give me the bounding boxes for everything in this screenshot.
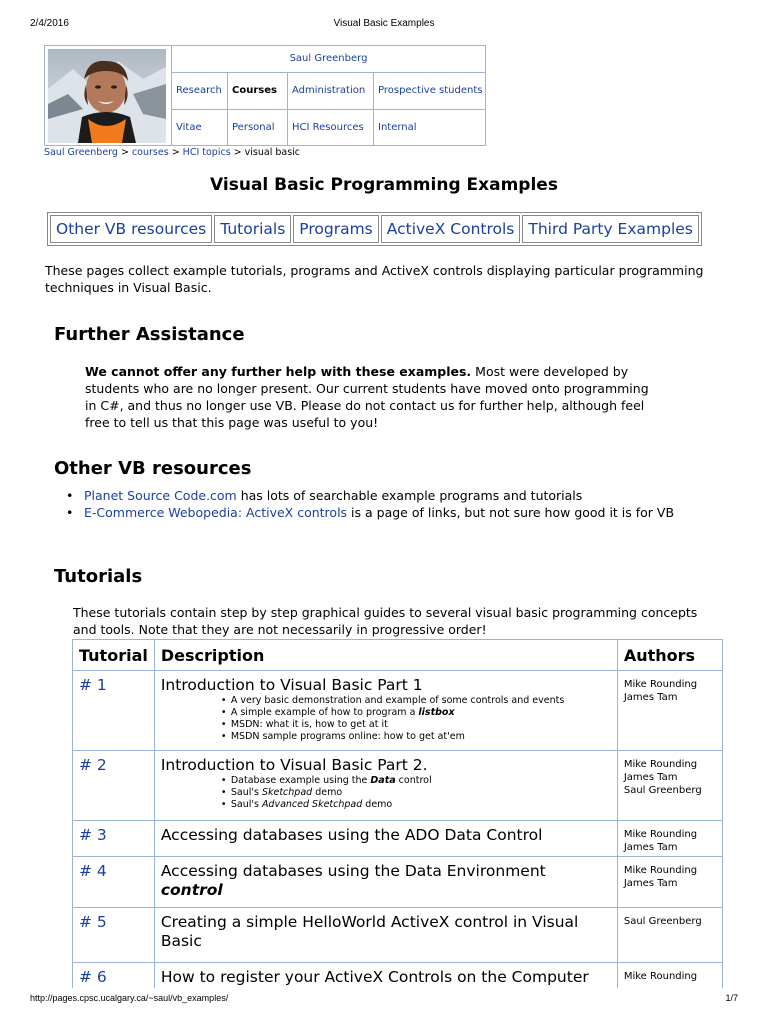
bullet-item: • MSDN: what it is, how to get at it (221, 719, 611, 731)
breadcrumb-separator: > (117, 147, 132, 158)
table-row (73, 908, 723, 963)
tutorial-title: Introduction to Visual Basic Part 2. (160, 756, 428, 774)
tutorial-bullets (161, 775, 611, 811)
vb-resources-heading: Other VB resources (54, 458, 252, 479)
author: Mike Rounding (623, 865, 698, 876)
tutorial-title: Accessing databases using the ADO Data Control (160, 826, 543, 844)
breadcrumb-separator: > (230, 147, 245, 158)
bullet-italic: Sketchpad (261, 787, 313, 798)
author: Saul Greenberg (623, 785, 702, 796)
assistance-rest: Most were developed by students who are no longer present. Our current students have moved onto programming in C#, and thus no longer use VB. Please do not contact us for further help, although feel free to tell us that this page was useful to you! (85, 364, 649, 430)
breadcrumb-courses[interactable]: courses (131, 147, 169, 158)
tutorials-table (72, 639, 723, 988)
tutorial-bullets (161, 695, 611, 743)
bullet-item (221, 707, 611, 719)
bullet-text: Saul's (230, 787, 262, 798)
bullet-item (221, 799, 611, 811)
tutorial-title: Accessing databases using the Data Environment (160, 862, 546, 880)
print-date: 2/4/2016 (30, 18, 69, 29)
print-doc-title: Visual Basic Examples (333, 18, 435, 29)
nav-courses[interactable]: Courses (227, 72, 287, 109)
planet-source-code-link[interactable]: Planet Source Code.com (84, 488, 237, 503)
tutorial-link-2[interactable]: # 2 (79, 756, 107, 774)
tutorial-link-4[interactable]: # 4 (79, 862, 107, 880)
list-item-text: has lots of searchable example programs and tutorials (236, 488, 583, 503)
nav-administration[interactable]: Administration (287, 72, 373, 109)
print-footer (30, 993, 738, 1007)
tutorial-link-3[interactable]: # 3 (79, 826, 107, 844)
tab-other-vb-resources[interactable]: Other VB resources (50, 215, 212, 243)
tab-third-party-examples[interactable]: Third Party Examples (522, 215, 698, 243)
col-tutorial: Tutorial (73, 640, 155, 671)
nav-research[interactable]: Research (171, 72, 227, 109)
bullet-item: • MSDN sample programs online: how to get at'em (221, 731, 611, 743)
tutorials-heading: Tutorials (54, 566, 143, 587)
bullet-tail: demo (362, 799, 393, 810)
tutorial-title: Introduction to Visual Basic Part 1 (160, 676, 423, 694)
print-page-number: 1/7 (725, 993, 738, 1003)
table-row (73, 821, 723, 857)
author: James Tam (623, 842, 678, 853)
list-item-text: is a page of links, but not sure how good it is for VB (347, 505, 675, 520)
col-authors: Authors (617, 640, 722, 671)
author: James Tam (623, 878, 678, 889)
tutorial-title-emphasis: control (160, 881, 223, 899)
tab-tutorials[interactable]: Tutorials (214, 215, 291, 243)
table-row (73, 963, 723, 989)
tab-activex-controls[interactable]: ActiveX Controls (381, 215, 521, 243)
nav-prospective-students[interactable]: Prospective students (373, 72, 485, 109)
bullet-text: Database example using the (230, 775, 371, 786)
bullet-item (221, 787, 611, 799)
nav-hci-resources[interactable]: HCI Resources (287, 109, 373, 146)
breadcrumb-current: visual basic (244, 147, 301, 158)
tutorial-title: How to register your ActiveX Controls on the Computer (160, 968, 589, 986)
webopedia-activex-link[interactable]: E-Commerce Webopedia: ActiveX controls (84, 505, 348, 520)
page-title: Visual Basic Programming Examples (210, 175, 558, 195)
tutorial-link-5[interactable]: # 5 (79, 913, 107, 931)
author: Mike Rounding (623, 679, 698, 690)
table-row (73, 671, 723, 751)
bullet-emphasis: Data (370, 775, 396, 786)
author: James Tam (623, 772, 678, 783)
table-row (73, 857, 723, 908)
breadcrumb-saul-greenberg[interactable]: Saul Greenberg (44, 147, 118, 158)
tutorial-title: Creating a simple HelloWorld ActiveX control in Visual Basic (160, 913, 579, 950)
tab-programs[interactable]: Programs (293, 215, 378, 243)
nav-internal[interactable]: Internal (373, 109, 485, 146)
table-row (73, 751, 723, 821)
intro-text: These pages collect example tutorials, programs and ActiveX controls displaying particular programming techniques in Visual Basic. (45, 263, 704, 295)
breadcrumb-separator: > (168, 147, 183, 158)
nav-vitae[interactable]: Vitae (171, 109, 227, 146)
bullet-emphasis: listbox (418, 707, 455, 718)
bullet-text: Saul's (230, 799, 262, 810)
col-description: Description (154, 640, 617, 671)
bullet-item (221, 775, 611, 787)
bullet-text: A simple example of how to program a (230, 707, 419, 718)
author: James Tam (623, 692, 678, 703)
tutorial-link-6[interactable]: # 6 (79, 968, 107, 986)
breadcrumb-hci-topics[interactable]: HCI topics (182, 147, 231, 158)
author: Mike Rounding (623, 971, 698, 982)
table-header-row (73, 640, 723, 671)
tutorial-link-1[interactable]: # 1 (79, 676, 107, 694)
author: Saul Greenberg (623, 916, 702, 927)
bullet-tail: demo (312, 787, 343, 798)
author: Mike Rounding (623, 829, 698, 840)
bullet-tail: control (395, 775, 432, 786)
nav-personal[interactable]: Personal (227, 109, 287, 146)
bullet-italic: Advanced Sketchpad (261, 799, 363, 810)
bullet-item: • A very basic demonstration and example of some controls and events (221, 695, 611, 707)
print-url: http://pages.cpsc.ucalgary.ca/~saul/vb_examples/ (30, 993, 229, 1003)
further-assistance-heading: Further Assistance (54, 324, 245, 345)
tutorials-intro: These tutorials contain step by step graphical guides to several visual basic programming concepts and tools. Note that they are not necessarily in progressive order! (73, 605, 698, 637)
author: Mike Rounding (623, 759, 698, 770)
owner-link[interactable]: Saul Greenberg (171, 46, 485, 73)
assistance-bold: We cannot offer any further help with these examples. (85, 364, 472, 379)
